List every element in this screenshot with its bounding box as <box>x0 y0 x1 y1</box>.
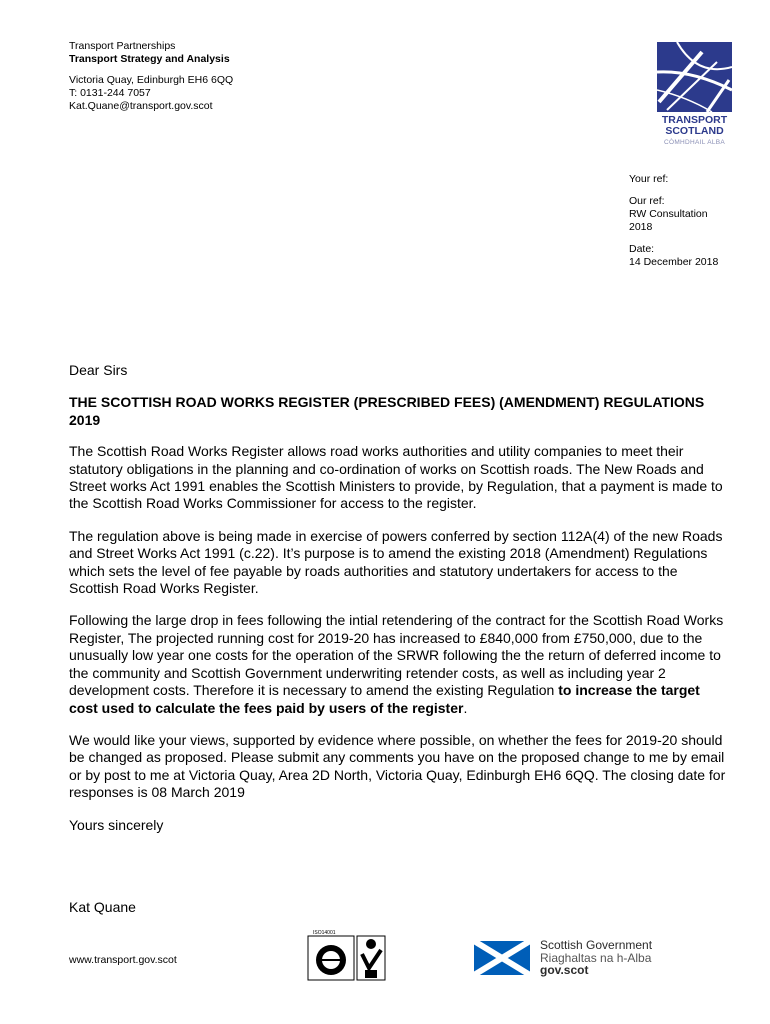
sender-address: Victoria Quay, Edinburgh EH6 6QQ <box>69 74 234 86</box>
sender-org: Transport Partnerships <box>69 40 176 52</box>
sender-dept: Transport Strategy and Analysis <box>69 53 230 65</box>
signer-name: Kat Quane <box>69 899 136 915</box>
paragraph-3-emphasis: to increase the target cost used to calculate the fees paid by users of the register <box>69 682 700 716</box>
logo-line3: CÒMHDHAIL ALBA <box>663 139 726 146</box>
sg-name-gaelic: Riaghaltas na h-Alba <box>540 950 652 965</box>
letter-body <box>69 362 729 834</box>
transport-scotland-logo <box>657 42 732 146</box>
subject-heading: THE SCOTTISH ROAD WORKS REGISTER (PRESCRIBED FEES) (AMENDMENT) REGULATIONS 2019 <box>69 394 705 428</box>
your-ref: Your ref: <box>629 173 669 185</box>
scottish-government-logo <box>474 939 652 977</box>
closing: Yours sincerely <box>69 816 164 833</box>
paragraph-2: The regulation above is being made in exercise of powers conferred by section 112A(4) of the new Roads and Street Works Act 1991 (c.22). It’s purpose is to amend the existing 2018 (Amendment) Regulations which sets the level of fee payable by roads authorities and statutory undertakers for access to the Scottish Road Works Register. <box>69 527 723 597</box>
our-ref-line1: RW Consultation <box>629 208 708 220</box>
paragraph-3 <box>69 612 729 716</box>
logo-line2: SCOTLAND <box>665 125 724 137</box>
website-link[interactable]: www.transport.gov.scot <box>69 954 177 966</box>
sg-domain: gov.scot <box>540 963 589 977</box>
iso-label: ISO14001 <box>313 930 336 936</box>
our-ref-label: Our ref: <box>629 195 665 207</box>
iso-badge-icon <box>307 930 387 982</box>
salutation: Dear Sirs <box>69 362 128 378</box>
iso-certification-badges <box>307 930 387 987</box>
logo-graphic <box>657 42 732 112</box>
sg-name-english: Scottish Government <box>540 938 653 952</box>
saltire-flag-icon <box>474 941 530 975</box>
paragraph-1: The Scottish Road Works Register allows road works authorities and utility companies to meet their statutory obligations in the planning and co-ordination of works on Scottish roads. The New Roads and Street works Act 1991 enables the Scottish Ministers to provide, by Regulation, that a payment is made to the Scottish Road Works Commissioner for access to the register. <box>69 443 723 512</box>
date-label: Date: <box>629 243 655 255</box>
our-ref-line2: 2018 <box>629 221 653 233</box>
sender-phone: T: 0131-244 7057 <box>69 87 151 99</box>
paragraph-3-end: . <box>463 699 468 716</box>
reference-block <box>629 173 759 269</box>
sender-block <box>69 40 233 113</box>
sender-email[interactable]: Kat.Quane@transport.gov.scot <box>69 100 213 112</box>
paragraph-3-start: Following the large drop in fees following the intial retendering of the contract for the Scottish Road Works Register, The projected running cost for 2019-20 has increased to £840,000 from £750,000, due to the unusually low year one costs for the operation of the SRWR following the the return of deferred income to the community and Scottish Government underwriting retender costs, as well as including year 2 development costs. Therefore it is necessary to amend the existing Regulation <box>69 612 724 699</box>
paragraph-4: We would like your views, supported by evidence where possible, on whether the fees for 2019-20 should be changed as proposed. Please submit any comments you have on the proposed change to me by email or by post to me at Victoria Quay, Area 2D North, Victoria Quay, Edinburgh EH6 6QQ. The closing date for responses is 08 March 2019 <box>69 731 726 801</box>
logo-line1: TRANSPORT <box>661 114 728 126</box>
date-value: 14 December 2018 <box>629 256 719 268</box>
